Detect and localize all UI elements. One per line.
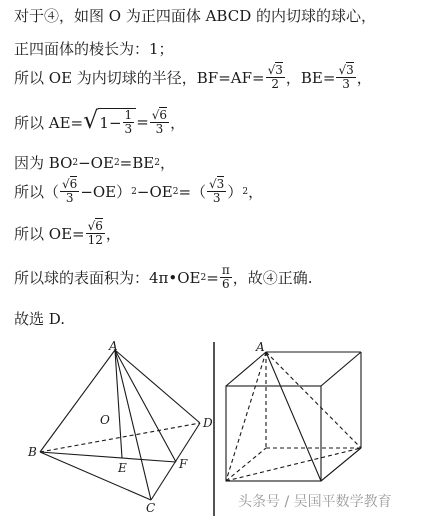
point-label-F: F bbox=[179, 457, 188, 471]
fraction-pi-over-6 bbox=[220, 264, 232, 291]
fraction-sqrt6-over-3 bbox=[60, 178, 79, 205]
line-4-text-d: ， bbox=[170, 113, 186, 132]
line-8-text-b: = bbox=[206, 268, 219, 287]
line-6-text-f: ， bbox=[248, 183, 264, 201]
denominator: 12 bbox=[87, 233, 103, 247]
vertex-label-D: D bbox=[203, 416, 213, 430]
line-3-text-b: ，BE= bbox=[285, 69, 336, 87]
root-symbol: √ bbox=[87, 219, 96, 233]
radicand: 3 bbox=[216, 177, 225, 191]
text-line-6: 所以（ $\frac{√6}{3}$ −OE） 2 −OE 2 =（ $\frac{√3}{3}$ ） 2 ， bbox=[14, 177, 264, 205]
root-symbol: √ bbox=[209, 177, 217, 191]
cube-edge bbox=[226, 352, 266, 386]
line-2-text: 正四面体的棱长为：1； bbox=[14, 40, 174, 58]
line-1-text: 对于④，如图 O 为正四面体 ABCD 的内切球的球心， bbox=[14, 7, 377, 25]
edge-AB bbox=[40, 350, 115, 452]
line-7-text-b: ， bbox=[105, 225, 121, 243]
line-5-text-d: ， bbox=[159, 154, 175, 172]
line-6-text-b: −OE） bbox=[80, 183, 132, 201]
denominator: 6 bbox=[221, 277, 230, 291]
fraction-sqrt6-over-3 bbox=[150, 109, 169, 136]
vertex-label-B: B bbox=[28, 445, 37, 459]
tet-edge bbox=[266, 352, 321, 481]
big-sqrt bbox=[83, 108, 136, 136]
radicand: 6 bbox=[95, 219, 103, 233]
watermark: 头条号 / 吴国平数学教育 bbox=[238, 494, 392, 510]
line-6-text-e: ） bbox=[227, 183, 243, 201]
cube-vertex-label-A: A bbox=[256, 340, 265, 354]
line-3-text-a: 所以 OE 为内切球的半径，BF=AF= bbox=[14, 69, 265, 87]
line-8-text-a: 所以球的表面积为：4π•OE bbox=[14, 269, 201, 287]
denominator: 3 bbox=[65, 191, 74, 205]
tet-edge-hidden bbox=[266, 352, 361, 448]
line-4-text-c: = bbox=[136, 113, 149, 131]
text-line-3 bbox=[14, 64, 372, 91]
fraction-sqrt6-over-12 bbox=[86, 220, 105, 247]
radicand: 3 bbox=[275, 63, 283, 77]
denominator: 3 bbox=[342, 77, 350, 91]
text-line-8: 所以球的表面积为：4π•OE 2 = $\frac{\pi}{6}$ ，故④正确. bbox=[14, 263, 313, 291]
line-8-text-c: ，故④正确. bbox=[232, 269, 313, 287]
radicand: 3 bbox=[346, 63, 354, 77]
vertex-label-C: C bbox=[146, 501, 156, 515]
line-4-text-b: 1− bbox=[99, 113, 122, 132]
line-6-text-c: −OE bbox=[136, 182, 173, 201]
text-line-4 bbox=[14, 108, 185, 136]
line-5-text-c: =BE bbox=[119, 153, 155, 172]
text-line-7 bbox=[14, 220, 121, 247]
tet-edge bbox=[321, 448, 361, 481]
tet-edge-hidden bbox=[226, 352, 266, 481]
denominator: 3 bbox=[124, 122, 133, 136]
root-symbol: √ bbox=[62, 177, 70, 191]
numerator: 1 bbox=[124, 108, 133, 122]
cube-edge bbox=[321, 352, 361, 386]
line-5-text-b: −OE bbox=[78, 153, 114, 172]
geometry-figures bbox=[0, 338, 440, 518]
point-label-E: E bbox=[118, 461, 127, 475]
vertex-label-A: A bbox=[109, 339, 118, 353]
center-label-O: O bbox=[100, 413, 110, 427]
text-line-5: 因为 BO 2 −OE 2 =BE 2 ， bbox=[14, 153, 175, 172]
text-line-1 bbox=[14, 5, 376, 26]
fraction-sqrt3-over-3 bbox=[207, 178, 226, 205]
fraction-1-over-3 bbox=[123, 109, 135, 136]
denominator: 3 bbox=[155, 121, 164, 136]
edge-AD bbox=[115, 350, 200, 423]
line-7-text-a: 所以 OE= bbox=[14, 225, 85, 243]
fraction-sqrt3-over-2 bbox=[266, 64, 285, 91]
line-6-text-d: =（ bbox=[178, 183, 207, 201]
line-4-text-a: 所以 AE= bbox=[14, 113, 84, 132]
text-line-9 bbox=[14, 308, 65, 329]
edge-AF bbox=[115, 350, 176, 462]
root-symbol: √ bbox=[151, 107, 160, 122]
cube-hidden-edge bbox=[226, 448, 266, 481]
denominator: 2 bbox=[271, 77, 280, 91]
line-6-text-a: 所以（ bbox=[14, 183, 60, 201]
line-3-text-c: ， bbox=[356, 69, 372, 87]
line-5-text-a: 因为 BO bbox=[14, 154, 73, 172]
numerator: π bbox=[221, 263, 230, 277]
root-symbol: √ bbox=[267, 63, 276, 77]
denominator: 3 bbox=[212, 191, 221, 205]
root-symbol: √ bbox=[338, 63, 347, 77]
fraction-sqrt3-over-3 bbox=[336, 64, 355, 91]
radicand: 6 bbox=[69, 177, 78, 191]
root-symbol: √ bbox=[83, 106, 99, 134]
text-line-2 bbox=[14, 38, 174, 59]
line-9-text: 故选 D. bbox=[14, 310, 66, 328]
radicand: 6 bbox=[159, 107, 168, 122]
